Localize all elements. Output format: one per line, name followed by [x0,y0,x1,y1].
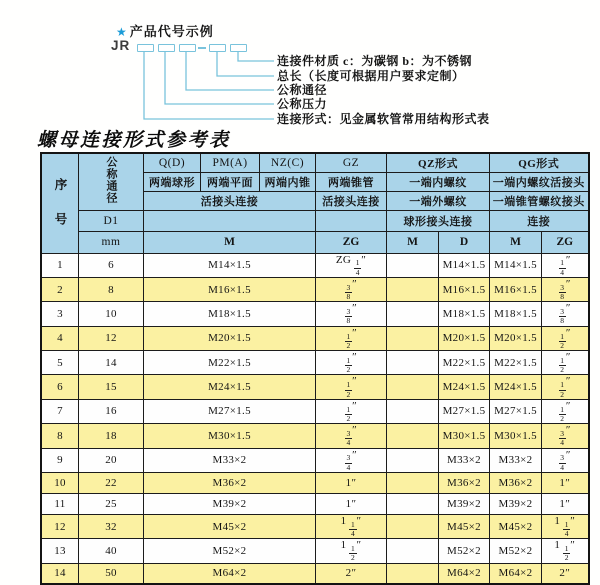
code-box-3 [179,44,196,52]
cell-seq: 8 [41,424,79,448]
cell-qz-m [387,375,439,399]
cell-seq: 9 [41,448,79,472]
header-unit-m1: M [144,231,316,253]
cell-m: M27×1.5 [144,399,316,423]
cell-seq: 2 [41,277,79,301]
cell-seq: 14 [41,563,79,584]
header-mm: mm [79,231,144,253]
cell-seq: 1 [41,253,79,277]
header-seq: 序号 [41,153,79,253]
table-row [41,399,589,423]
cell-gz: 1″ [316,493,387,514]
cell-qg-m: M30×1.5 [490,424,542,448]
cell-gz: 2″ [316,563,387,584]
diagram-heading [116,21,214,40]
cell-qz-d: M20×1.5 [439,326,490,350]
star-icon: ★ [116,25,128,39]
cell-dn: 6 [79,253,144,277]
section-title: 螺母连接形式参考表 [37,130,231,151]
cell-gz: ZG $\frac{1}{4}$ ″ [316,253,387,277]
table-row [41,253,589,277]
cell-qg-zg: $\frac{3}{4}$ ″ [542,424,589,448]
label-nominal-dia: 公称通径 [277,83,328,97]
cell-m: M24×1.5 [144,375,316,399]
cell-qz-m [387,253,439,277]
header-unit-d: D [439,231,490,253]
cell-m: M20×1.5 [144,326,316,350]
cell-qg-zg: 2″ [542,563,589,584]
cell-qg-m: M33×2 [490,448,542,472]
table-row [41,375,589,399]
header-qz-sub2: 一端外螺纹 [387,191,490,210]
cell-qz-d: M64×2 [439,563,490,584]
cell-m: M22×1.5 [144,351,316,375]
cell-qg-zg: $\frac{3}{4}$ ″ [542,448,589,472]
cell-m: M33×2 [144,448,316,472]
code-prefix: JR [111,38,131,53]
cell-qz-m [387,539,439,563]
cell-qz-d: M18×1.5 [439,302,490,326]
cell-dn: 22 [79,472,144,493]
cell-qg-zg: $\frac{3}{8}$ ″ [542,277,589,301]
cell-qz-m [387,326,439,350]
cell-qz-m [387,493,439,514]
cell-seq: 11 [41,493,79,514]
table-row [41,424,589,448]
cell-qz-d: M27×1.5 [439,399,490,423]
cell-qz-m [387,302,439,326]
cell-m: M45×2 [144,514,316,538]
table-row [41,514,589,538]
cell-gz: $\frac{1}{2}$ ″ [316,399,387,423]
header-unit-zg2: ZG [542,231,589,253]
cell-m: M16×1.5 [144,277,316,301]
cell-seq: 4 [41,326,79,350]
cell-qz-m [387,514,439,538]
header-col-nz: NZ(C) [260,153,316,172]
cell-qg-zg: $\frac{1}{4}$ ″ [542,253,589,277]
header-unit-m2: M [387,231,439,253]
table-row [41,277,589,301]
cell-qg-zg: $\frac{1}{2}$ ″ [542,375,589,399]
table-row [41,539,589,563]
cell-qg-zg: $\frac{1}{2}$ ″ [542,326,589,350]
cell-m: M30×1.5 [144,424,316,448]
cell-qg-m: M22×1.5 [490,351,542,375]
cell-dn: 14 [79,351,144,375]
cell-qg-m: M27×1.5 [490,399,542,423]
cell-dn: 8 [79,277,144,301]
cell-dn: 32 [79,514,144,538]
label-connection-type: 连接形式：见金属软管常用结构形式表 [277,112,490,126]
header-nz-sub: 两端内锥 [260,172,316,191]
cell-m: M39×2 [144,493,316,514]
header-pm-sub: 两端平面 [201,172,260,191]
cell-qg-m: M52×2 [490,539,542,563]
cell-qz-d: M22×1.5 [439,351,490,375]
label-nominal-pressure: 公称压力 [277,97,328,111]
cell-qz-d: M39×2 [439,493,490,514]
diagram-heading-text: 产品代号示例 [129,24,214,39]
cell-gz: $\frac{1}{2}$ ″ [316,351,387,375]
cell-seq: 5 [41,351,79,375]
cell-seq: 3 [41,302,79,326]
header-blank-gz [316,210,387,231]
cell-seq: 12 [41,514,79,538]
header-qz-sub3: 球形接头连接 [387,210,490,231]
header-d1: D1 [79,210,144,231]
cell-seq: 10 [41,472,79,493]
cell-qg-zg: $\frac{1}{2}$ ″ [542,351,589,375]
cell-qg-m: M36×2 [490,472,542,493]
cell-seq: 7 [41,399,79,423]
cell-qg-zg: $\frac{1}{2}$ ″ [542,399,589,423]
cell-seq: 6 [41,375,79,399]
cell-qg-m: M16×1.5 [490,277,542,301]
cell-gz: 1″ [316,472,387,493]
header-gz-sub: 两端锥管 [316,172,387,191]
cell-qg-m: M39×2 [490,493,542,514]
header-dn: 公称通径 [79,153,144,210]
table-row [41,448,589,472]
table-row [41,563,589,584]
cell-qz-m [387,399,439,423]
cell-dn: 25 [79,493,144,514]
header-col-pm: PM(A) [201,153,260,172]
cell-qz-d: M36×2 [439,472,490,493]
cell-gz: 1 $\frac{1}{4}$ ″ [316,514,387,538]
header-col-qz: QZ形式 [387,153,490,172]
label-total-length: 总长（长度可根据用户要求定制） [277,69,465,83]
cell-qg-m: M24×1.5 [490,375,542,399]
cell-qg-m: M45×2 [490,514,542,538]
header-join-left: 活接头连接 [144,191,316,210]
cell-dn: 15 [79,375,144,399]
header-qg-sub2: 一端锥管螺纹接头 [490,191,589,210]
cell-qz-d: M30×1.5 [439,424,490,448]
code-box-4 [209,44,226,52]
cell-m: M14×1.5 [144,253,316,277]
table-row [41,472,589,493]
header-unit-m3: M [490,231,542,253]
cell-qg-m: M18×1.5 [490,302,542,326]
header-qg-sub1: 一端内螺纹活接头 [490,172,589,191]
cell-seq: 13 [41,539,79,563]
cell-qz-d: M14×1.5 [439,253,490,277]
cell-qg-m: M64×2 [490,563,542,584]
cell-dn: 40 [79,539,144,563]
cell-qg-zg: 1 $\frac{1}{2}$ ″ [542,539,589,563]
cell-qz-d: M16×1.5 [439,277,490,301]
cell-qg-m: M14×1.5 [490,253,542,277]
cell-qz-m [387,277,439,301]
header-qz-sub1: 一端内螺纹 [387,172,490,191]
code-box-5 [230,44,247,52]
table-row [41,326,589,350]
cell-qz-d: M52×2 [439,539,490,563]
cell-qg-zg: 1 $\frac{1}{4}$ ″ [542,514,589,538]
header-join-gz: 活接头连接 [316,191,387,210]
cell-qz-m [387,448,439,472]
cell-m: M52×2 [144,539,316,563]
header-col-q: Q(D) [144,153,201,172]
table-row [41,351,589,375]
cell-gz: $\frac{1}{2}$ ″ [316,326,387,350]
code-box-2 [158,44,175,52]
cell-gz: $\frac{1}{2}$ ″ [316,375,387,399]
cell-qz-m [387,563,439,584]
product-code-diagram [0,0,600,140]
cell-gz: 1 $\frac{1}{2}$ ″ [316,539,387,563]
cell-qz-m [387,472,439,493]
header-col-gz: GZ [316,153,387,172]
cell-qz-m [387,424,439,448]
cell-dn: 20 [79,448,144,472]
cell-gz: $\frac{3}{8}$ ″ [316,277,387,301]
cell-qg-zg: 1″ [542,493,589,514]
cell-qg-zg: 1″ [542,472,589,493]
cell-m: M64×2 [144,563,316,584]
header-qg-sub3: 连接 [490,210,589,231]
header-unit-zg1: ZG [316,231,387,253]
cell-gz: $\frac{3}{4}$ ″ [316,448,387,472]
cell-gz: $\frac{3}{8}$ ″ [316,302,387,326]
cell-qg-zg: $\frac{3}{8}$ ″ [542,302,589,326]
cell-dn: 50 [79,563,144,584]
cell-gz: $\frac{3}{4}$ ″ [316,424,387,448]
header-col-qg: QG形式 [490,153,589,172]
table-row [41,302,589,326]
table-row [41,493,589,514]
cell-qz-d: M45×2 [439,514,490,538]
code-box-1 [137,44,154,52]
cell-qz-m [387,351,439,375]
cell-qg-m: M20×1.5 [490,326,542,350]
nut-connection-table [40,152,590,585]
cell-dn: 12 [79,326,144,350]
cell-qz-d: M24×1.5 [439,375,490,399]
header-blank-left [144,210,316,231]
header-q-sub: 两端球形 [144,172,201,191]
code-dash [198,47,206,49]
cell-dn: 10 [79,302,144,326]
label-material: 连接件材质 c：为碳钢 b：为不锈钢 [277,54,473,68]
cell-dn: 16 [79,399,144,423]
cell-qz-d: M33×2 [439,448,490,472]
cell-dn: 18 [79,424,144,448]
cell-m: M18×1.5 [144,302,316,326]
table-body [41,253,589,584]
cell-m: M36×2 [144,472,316,493]
